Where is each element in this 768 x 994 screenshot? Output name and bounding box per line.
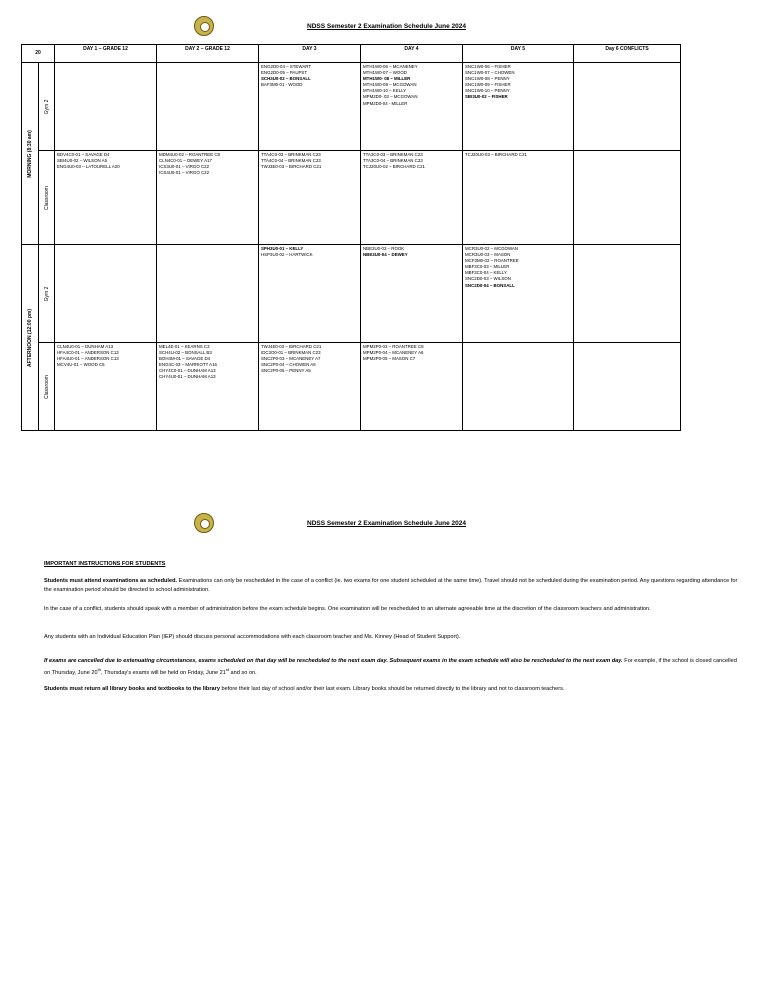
schedule-cell bbox=[361, 245, 463, 343]
exam-entry: SNC1W0-10 – PENNY bbox=[465, 88, 510, 94]
exam-entry: SNC2D0-04 – BONSALL bbox=[465, 282, 515, 288]
header-day-2: DAY 2 – GRADE 12 bbox=[157, 45, 259, 63]
table-corner: 20 bbox=[22, 45, 55, 63]
exam-entry: HFA4U0-01 – ANDERSON C13 bbox=[57, 356, 119, 362]
schedule-cell bbox=[574, 343, 681, 431]
exam-entry: MEL4E-01 – KEARNS C3 bbox=[159, 344, 210, 349]
room-label bbox=[39, 343, 55, 431]
exam-entry: CLN4U0-01 – DUNHAM A13 bbox=[57, 344, 114, 349]
exam-entry: BOH4M-01 – SAVAGE D4 bbox=[159, 356, 211, 362]
exam-entry: MBF3C0-04 – KELLY bbox=[465, 270, 507, 276]
exam-entry: CHY4U0-01 – DUNHAM A13 bbox=[159, 374, 216, 380]
exam-entry: CHY4C0-01 – DUNHAM A13 bbox=[159, 368, 216, 374]
exam-entry: MPM2P0-03 – ROANTREE C8 bbox=[363, 344, 424, 349]
exam-entry: ENG2D0-05 – PAUPST bbox=[261, 70, 308, 76]
schedule-cell bbox=[259, 63, 361, 151]
exam-entry: TTA3C0-03 – BRINKMAN C23 bbox=[363, 152, 423, 157]
exam-entry: TWJ4E0-03 – BIRCHARD C21 bbox=[261, 344, 322, 349]
instructions-page-title: NDSS Semester 2 Examination Schedule June 2024 bbox=[307, 520, 466, 527]
exam-entry: MBF3C0-03 – MILLER bbox=[465, 264, 510, 270]
schedule-cell bbox=[463, 151, 574, 245]
schedule-cell bbox=[55, 343, 157, 431]
session-label-text: AFTERNOON (12:00 pm) bbox=[26, 308, 33, 367]
schedule-cell bbox=[574, 245, 681, 343]
schedule-cell bbox=[55, 245, 157, 343]
exam-entry: MPM2P0-05 – MASON C7 bbox=[363, 356, 416, 362]
exam-entry: SCH4U-02 – BONSALL B3 bbox=[159, 350, 212, 356]
exam-entry: TTA3C0-04 – BRINKMAN C23 bbox=[363, 158, 423, 164]
schedule-cell bbox=[157, 245, 259, 343]
session-label bbox=[22, 63, 39, 245]
header-day-1: DAY 1 – GRADE 12 bbox=[55, 45, 157, 63]
exam-entry: MCR3U0-02 – MCGOWAN bbox=[465, 246, 519, 251]
exam-entry: TWJ3E0-03 – BIRCHARD C21 bbox=[261, 164, 322, 170]
exam-entry: NBE3U0-04 – DEWEY bbox=[363, 252, 408, 258]
exam-entry: ICS4U0-01 – VIRGO C22 bbox=[159, 170, 210, 176]
schedule-cell bbox=[574, 63, 681, 151]
exam-entry: SNC2P0-04 – CHOWEN A6 bbox=[261, 362, 316, 368]
exam-entry: SNC1W0-06 – FISHER bbox=[465, 64, 511, 69]
header-day-4: DAY 4 bbox=[361, 45, 463, 63]
room-label-text: Gym 2 bbox=[43, 286, 50, 301]
exam-entry: MTH1W0-09 – MCGOWAN bbox=[363, 82, 417, 88]
exam-entry: SBI4U0-02 – WILSON A5 bbox=[57, 158, 108, 164]
instruction-conflict: In the case of a conflict, students should speak with a member of administration before the exam schedule begins. One examination will be rescheduled to an alternate agreeable time at the discretion of the classroom teachers and administration. bbox=[44, 606, 651, 612]
exam-entry: BDV4C0-01 – SAVAGE D4 bbox=[57, 152, 110, 157]
exam-entry: ENG4C-03 – MARRIOTT A16 bbox=[159, 362, 217, 368]
exam-entry: CLN4C0-01 – DEWEY A17 bbox=[159, 158, 212, 164]
exam-entry: TCJ20U0-02 – BIRCHARD C21 bbox=[363, 164, 425, 170]
header-day-3: DAY 3 bbox=[259, 45, 361, 63]
exam-entry: MTH1W0- 08 – MILLER bbox=[363, 76, 411, 82]
schedule-cell bbox=[157, 63, 259, 151]
schedule-cell bbox=[574, 151, 681, 245]
room-label bbox=[39, 245, 55, 343]
exam-entry: HSP3U0-02 – HARTWICK bbox=[261, 252, 313, 258]
exam-entry: TTA4C0-03 – BRINKMAN C23 bbox=[261, 152, 321, 157]
exam-entry: SNC1W0-07 – CHOWEN bbox=[465, 70, 515, 76]
exam-entry: NBE3U0-03 – ROOK bbox=[363, 246, 405, 251]
exam-entry: SNC2D0-03 – WILSON bbox=[465, 276, 511, 282]
exam-entry: SNC2P0-05 – PENNY A5 bbox=[261, 368, 311, 374]
instructions-heading: IMPORTANT INSTRUCTIONS FOR STUDENTS bbox=[44, 561, 166, 567]
schedule-cell bbox=[361, 151, 463, 245]
school-crest-logo-page2 bbox=[194, 513, 214, 533]
schedule-cell bbox=[259, 343, 361, 431]
exam-entry: MPM2P0-04 – MCANENEY A6 bbox=[363, 350, 424, 356]
exam-entry: MDM4U0-02 – ROANTREE C8 bbox=[159, 152, 220, 157]
exam-entry: MTH1W0-10 – KELLY bbox=[363, 88, 407, 94]
exam-entry: MCR3U0-03 – MASON bbox=[465, 252, 511, 258]
schedule-cell bbox=[463, 245, 574, 343]
exam-entry: TTA4C0-04 – BRINKMAN C23 bbox=[261, 158, 321, 164]
session-label bbox=[22, 245, 39, 431]
exam-entry: SPH3U0-01 – KELLY bbox=[261, 246, 304, 251]
exam-entry: ICS3U0-01 – VIRGO C22 bbox=[159, 164, 210, 170]
schedule-cell bbox=[259, 151, 361, 245]
exam-entry: SNC1W0-09 – FISHER bbox=[465, 82, 511, 88]
room-label bbox=[39, 63, 55, 151]
exam-entry: SBI3U0-02 – FISHER bbox=[465, 94, 508, 100]
exam-entry: MTH1W0-06 – MCANENEY bbox=[363, 64, 418, 69]
exam-entry: MCV4U-01 – WOOD C5 bbox=[57, 362, 105, 368]
schedule-cell bbox=[463, 343, 574, 431]
exam-entry: BAF3M0-01 - WOOD bbox=[261, 82, 303, 88]
schedule-cell bbox=[55, 63, 157, 151]
exam-entry: MPM2D0- 03 – MCGOWAN bbox=[363, 94, 418, 100]
school-crest-logo bbox=[194, 16, 214, 36]
schedule-cell bbox=[361, 63, 463, 151]
exam-entry: IDC3O0-01 – BRINKMAN C23 bbox=[261, 350, 321, 356]
schedule-cell bbox=[463, 63, 574, 151]
header-day-5: DAY 5 bbox=[463, 45, 574, 63]
exam-entry: MCF3M0-02 – ROANTREE bbox=[465, 258, 519, 264]
schedule-cell bbox=[55, 151, 157, 245]
schedule-cell bbox=[259, 245, 361, 343]
schedule-cell bbox=[157, 343, 259, 431]
room-label-text: Gym 2 bbox=[43, 99, 50, 114]
exam-entry: MPM2D0-04 - MILLER bbox=[363, 100, 408, 106]
exam-entry: MTH1W0-07 – WOOD bbox=[363, 70, 407, 76]
exam-entry: TCJ20U0-03 – BIRCHARD C21 bbox=[465, 152, 527, 157]
exam-entry: SNC1W0-08 – PENNY bbox=[465, 76, 510, 82]
schedule-title: NDSS Semester 2 Examination Schedule June 2024 bbox=[307, 23, 466, 30]
exam-entry: ENG2D0-04 – STEWART bbox=[261, 64, 312, 69]
room-label-text: Classroom bbox=[43, 374, 50, 399]
instruction-cancellation: If exams are cancelled due to extenuating circumstances, exams scheduled on that day will be rescheduled to the next exam day. Subsequent exams in the exam schedule will also be rescheduled to the next exam day. For example, if the school is closed cancelled on Thursday, June 20th, Thursday's exams will be held on Friday, June 21st and so on. bbox=[44, 658, 737, 676]
exam-schedule-table bbox=[21, 44, 681, 431]
schedule-cell bbox=[361, 343, 463, 431]
exam-entry: ENG4U0-03 – LATOURELL A20 bbox=[57, 164, 120, 170]
exam-entry: SNC2P0-03 – MCANENEY A7 bbox=[261, 356, 321, 362]
room-label-text: Classroom bbox=[43, 185, 50, 210]
exam-entry: SCH3U0-02 – BONSALL bbox=[261, 76, 311, 82]
instruction-library: Students must return all library books and textbooks to the library before their last day of school and/or their last exam. Library books should be returned directly to the library and not to classroom teachers. bbox=[44, 686, 565, 692]
instruction-iep: Any students with an Individual Education Plan (IEP) should discuss personal accommodations with each classroom teacher and Ms. Kinney (Head of Student Support). bbox=[44, 634, 461, 640]
instruction-attend: Students must attend examinations as scheduled. Examinations can only be rescheduled in the case of a conflict (ie. two exams for one student scheduled at the same time). Travel should not be scheduled during the examination period. Any questions regarding attendance for the examination period should be directed to school administration. bbox=[44, 578, 738, 593]
session-label-text: MORNING (8:30 am) bbox=[26, 129, 33, 178]
room-label bbox=[39, 151, 55, 245]
header-day-6: Day 6 CONFLICTS bbox=[574, 45, 681, 63]
schedule-cell bbox=[157, 151, 259, 245]
exam-entry: HFA4C0-01 – ANDERSON C13 bbox=[57, 350, 119, 356]
